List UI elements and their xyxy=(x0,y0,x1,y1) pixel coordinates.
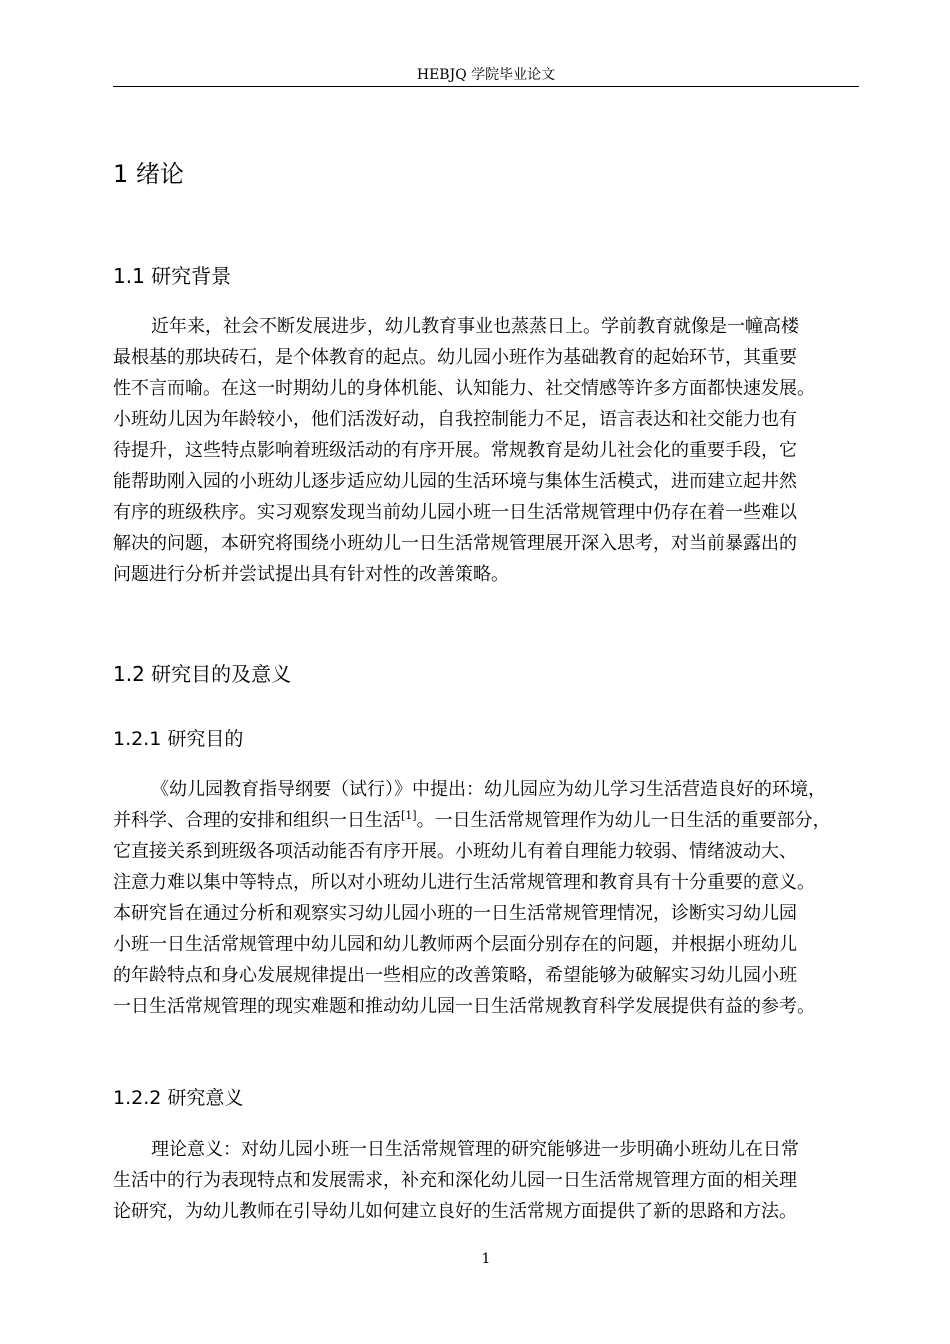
paragraph-line: 近年来，社会不断发展进步，幼儿教育事业也蒸蒸日上。学前教育就像是一幢高楼 xyxy=(151,316,799,337)
paragraph-line: 最根基的那块砖石，是个体教育的起点。幼儿园小班作为基础教育的起始环节，其重要 xyxy=(113,347,797,368)
paragraph-text: 。一日生活常规管理作为幼儿一日生活的重要部分， xyxy=(416,810,831,831)
chapter-title: 1 绪论 xyxy=(113,160,184,188)
paragraph-line: 注意力难以集中等特点，所以对小班幼儿进行生活常规管理和教育具有十分重要的意义。 xyxy=(113,872,815,893)
paragraph-line: 问题进行分析并尝试提出具有针对性的改善策略。 xyxy=(113,564,509,585)
paragraph-line: 它直接关系到班级各项活动能否有序开展。小班幼儿有着自理能力较弱、情绪波动大、 xyxy=(113,841,797,862)
paragraph-line: 理论意义：对幼儿园小班一日生活常规管理的研究能够进一步明确小班幼儿在日常 xyxy=(151,1139,799,1160)
section-1-1-paragraph xyxy=(113,311,863,590)
paragraph-line: 小班幼儿因为年龄较小，他们活泼好动，自我控制能力不足，语言表达和社交能力也有 xyxy=(113,409,797,430)
paragraph-line: 一日生活常规管理的现实难题和推动幼儿园一日生活常规教育科学发展提供有益的参考。 xyxy=(113,996,815,1017)
page-number: 1 xyxy=(481,1251,491,1267)
section-title-1-2-2: 1.2.2 研究意义 xyxy=(113,1087,244,1109)
section-1-2-2-paragraph xyxy=(113,1134,863,1227)
paragraph-line: 小班一日生活常规管理中幼儿园和幼儿教师两个层面分别存在的问题，并根据小班幼儿 xyxy=(113,934,797,955)
paragraph-line-with-citation xyxy=(113,805,863,836)
paragraph-line: 解决的问题，本研究将围绕小班幼儿一日生活常规管理展开深入思考，对当前暴露出的 xyxy=(113,533,797,554)
section-1-2-1-paragraph xyxy=(113,774,863,1022)
section-title-1-2: 1.2 研究目的及意义 xyxy=(113,662,292,686)
paragraph-line: 本研究旨在通过分析和观察实习幼儿园小班的一日生活常规管理情况，诊断实习幼儿园 xyxy=(113,903,797,924)
paragraph-text: 并科学、合理的安排和组织一日生活 xyxy=(113,810,401,831)
paragraph-line: 能帮助刚入园的小班幼儿逐步适应幼儿园的生活环境与集体生活模式，进而建立起井然 xyxy=(113,471,797,492)
header-rule xyxy=(113,86,859,87)
paragraph-line: 生活中的行为表现特点和发展需求，补充和深化幼儿园一日生活常规管理方面的相关理 xyxy=(113,1170,797,1191)
paragraph-line: 待提升，这些特点影响着班级活动的有序开展。常规教育是幼儿社会化的重要手段，它 xyxy=(113,440,797,461)
paragraph-line: 论研究，为幼儿教师在引导幼儿如何建立良好的生活常规方面提供了新的思路和方法。 xyxy=(113,1201,797,1222)
citation-marker[interactable]: [1] xyxy=(401,809,417,822)
paragraph-line: 性不言而喻。在这一时期幼儿的身体机能、认知能力、社交情感等许多方面都快速发展。 xyxy=(113,378,815,399)
section-title-1-1: 1.1 研究背景 xyxy=(113,264,232,288)
running-header: HEBJQ 学院毕业论文 xyxy=(416,67,556,83)
section-title-1-2-1: 1.2.1 研究目的 xyxy=(113,728,244,750)
paragraph-line: 有序的班级秩序。实习观察发现当前幼儿园小班一日生活常规管理中仍存在着一些难以 xyxy=(113,502,797,523)
paragraph-line: 《幼儿园教育指导纲要（试行）》中提出：幼儿园应为幼儿学习生活营造良好的环境， xyxy=(151,779,826,800)
paragraph-line: 的年龄特点和身心发展规律提出一些相应的改善策略，希望能够为破解实习幼儿园小班 xyxy=(113,965,797,986)
